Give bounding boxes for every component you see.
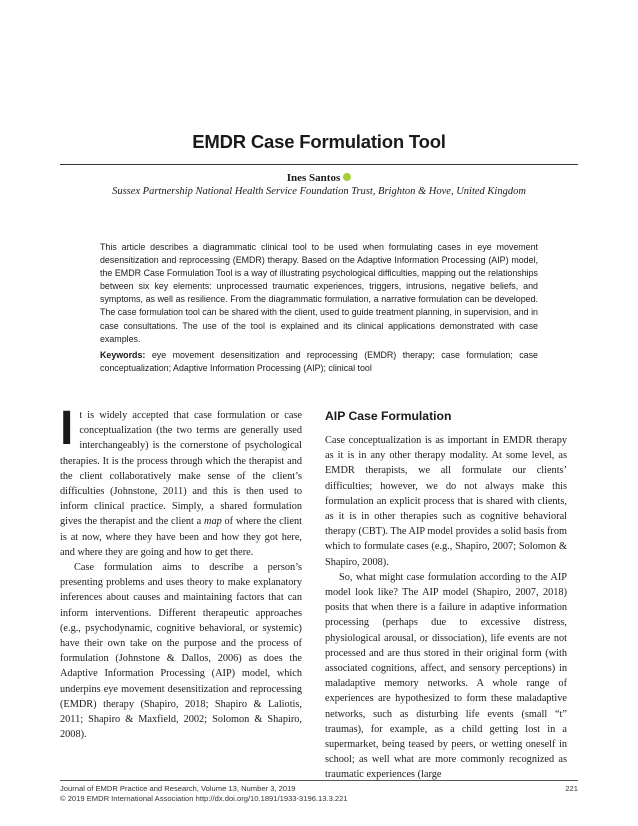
body-paragraph: Case conceptualization is as important in EMDR therapy as it is in any other therapy modality. At some level, as EMDR therapists, we all formulate our clients’ difficulties; however, we do not always make this formulation an explicit process that is shared with clients, as it is in other therapies such as cognitive behavioral therapy (CBT). The AIP model provides a solid basis from which to formulate cases (e.g., Shapiro, 2007; Solomon & Shapiro, 2008).	[325, 435, 567, 568]
page-footer	[60, 784, 578, 804]
author-name: Ines Santos	[286, 172, 341, 184]
drop-cap: I	[60, 402, 74, 455]
copyright-line: © 2019 EMDR International Association http://dx.doi.org/10.1891/1933-3196.13.3.221	[60, 794, 348, 803]
keywords	[100, 349, 538, 375]
section-heading: AIP Case Formulation	[325, 409, 452, 423]
abstract: This article describes a diagrammatic clinical tool to be used when formulating cases in eye movement desensitization and reprocessing (EMDR) therapy. Based on the Adaptive Information Processing (AIP) model, the EMDR Case Formulation Tool is a way of illustrating psychological difficulties, mapping out the relationships between six key elements: unprocessed traumatic experiences, triggers, intrusions, negative beliefs, and symptoms, as well as resilience. From the diagrammatic formulation, a narrative formulation can be developed. The case formulation tool can be shared with the client, used to guide treatment planning, in supervision, and in case consultations. The use of the tool is explained and its clinical applications demonstrated with case examples.	[100, 242, 538, 344]
article-title: EMDR Case Formulation Tool	[192, 131, 446, 152]
body-paragraph: Case formulation aims to describe a person’s presenting problems and uses theory to make explanatory inferences about causes and maintaining factors that can inform interventions. Different therapeutic approaches (e.g., psychodynamic, cognitive behavioral, or systemic) have their own take on the purpose and the process of formulation (Johnstone & Dallos, 2006) as does the Adaptive Information Processing (AIP) model, which underpins eye movement desensitization and reprocessing (EMDR) therapy (Shapiro, 2018; Shapiro & Laliotis, 2011; Shapiro & Maxfield, 2002; Solomon & Shapiro, 2008).	[60, 562, 302, 741]
title-divider	[60, 164, 578, 165]
author-affiliation: Sussex Partnership National Health Service Foundation Trust, Brighton & Hove, United Kingdom	[112, 186, 526, 197]
intro-emphasis: map	[204, 516, 222, 528]
body-paragraph: So, what might case formulation according to the AIP model look like? The AIP model (Shapiro, 2007, 2018) posits that when there is a failure in adaptive information processing (perhaps due to excessive distress, physiological arousal, or dissociation), life events are not processed and are thus stored in their original form (with associated cognitions, affect, and sensory perceptions) in maladaptive memory networks. A whole range of experiences are hypothesized to form these maladaptive networks, such as disturbing life events (small “t” traumas), for example, as a child getting lost in a supermarket, being teased by peers, or wetting oneself in school; as well what are more commonly recognized as traumatic experiences (large	[325, 571, 567, 781]
page-number: 221	[565, 784, 578, 793]
keywords-text: eye movement desensitization and reprocessing (EMDR) therapy; case formulation; case conceptualization; Adaptive Information Processing (AIP); clinical tool	[100, 350, 538, 374]
orcid-icon[interactable]	[343, 173, 351, 181]
right-column	[325, 409, 567, 783]
intro-paragraph	[60, 402, 302, 560]
intro-text-a: t is widely accepted that case formulation or case conceptualization (the two terms are generally used interchangeably) is the cornerstone of psychological therapies. It is the process through which the therapist and the client collaboratively make sense of the client’s difficulties (Johnstone, 2011) and this is then used to inform clinical practice. Simply, a shared formulation gives the therapist and the client a	[60, 410, 302, 528]
intro-text-b: of where the client is at now, where they have been and how they got here, and where they are going and how to get there.	[60, 516, 302, 558]
left-column	[60, 402, 302, 742]
journal-citation: Journal of EMDR Practice and Research, Volume 13, Number 3, 2019	[60, 784, 296, 793]
author-line	[0, 172, 638, 184]
keywords-label: Keywords:	[100, 350, 146, 360]
footer-divider	[60, 780, 578, 781]
